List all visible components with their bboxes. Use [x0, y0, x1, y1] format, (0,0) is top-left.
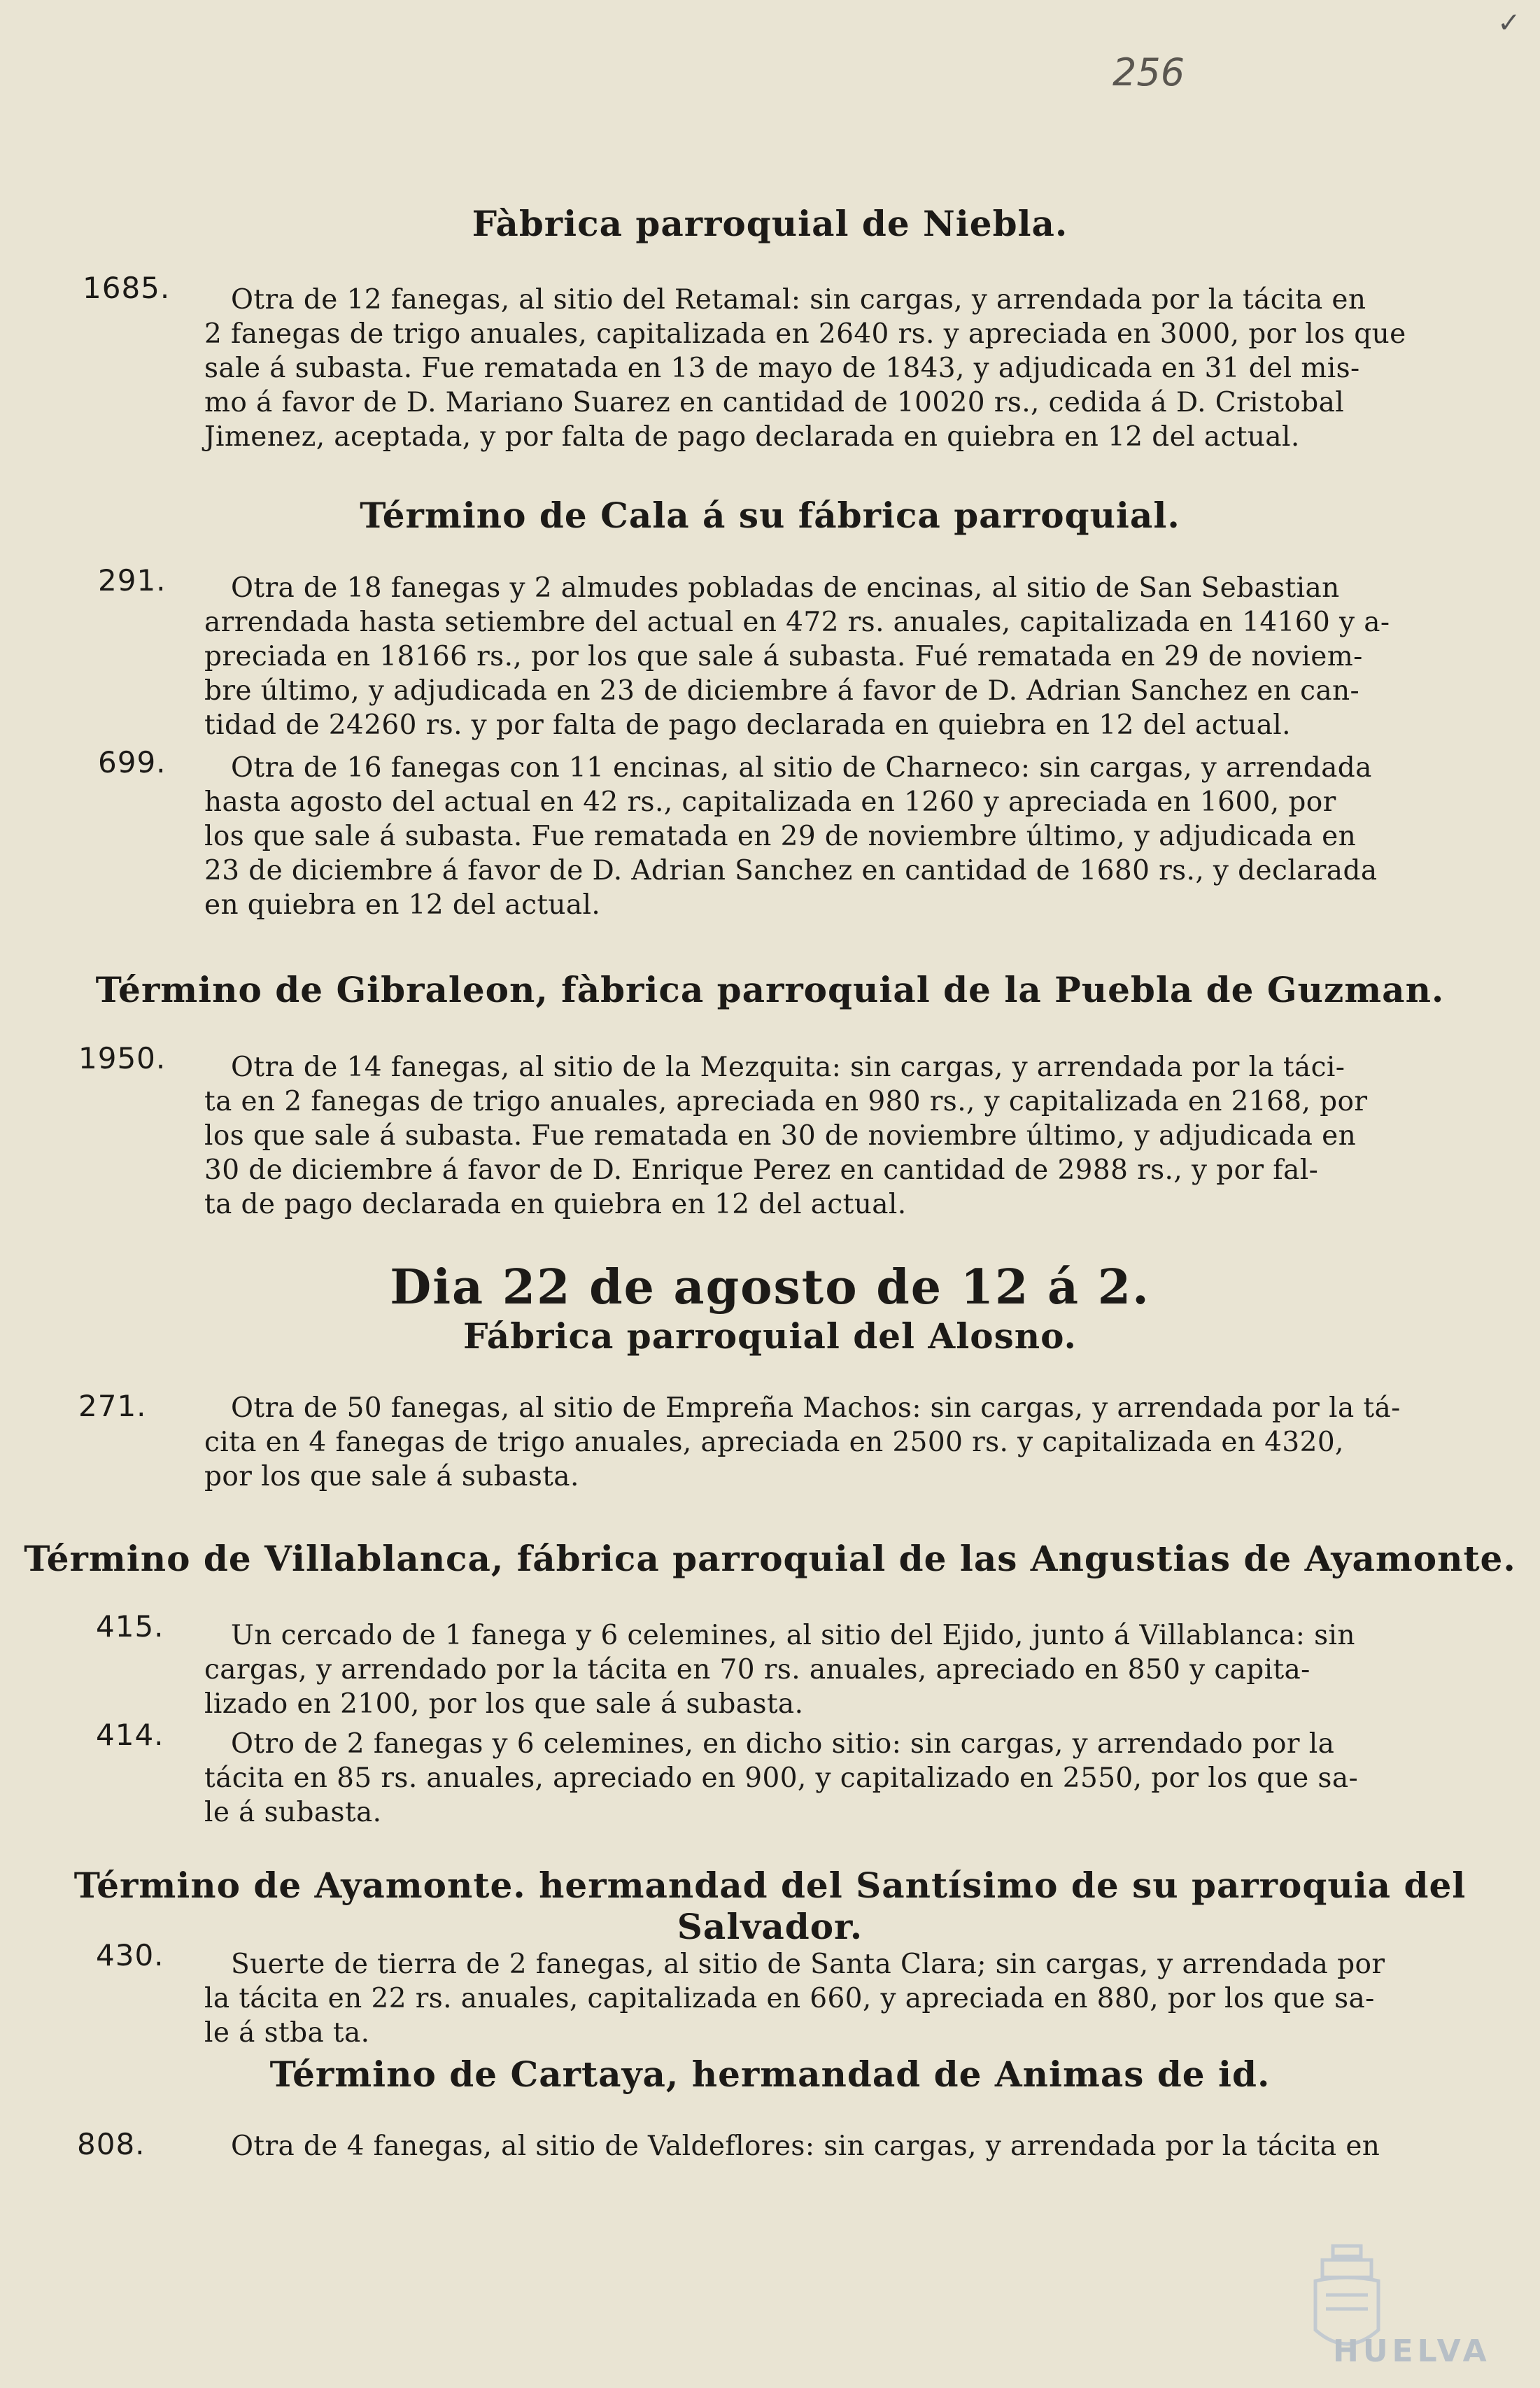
entry-line: bre último, y adjudicada en 23 de diciembre á favor de D. Adrian Sanchez en can- — [204, 675, 1360, 707]
entry-line: Otro de 2 fanegas y 6 celemines, en dicho sitio: sin cargas, y arrendado por la — [231, 1728, 1335, 1760]
entry-line: 2 fanegas de trigo anuales, capitalizada en 2640 rs. y apreciada en 3000, por los que — [204, 318, 1406, 350]
entry-number: 291. — [98, 563, 167, 598]
entry-number: 1950. — [78, 1041, 167, 1075]
entry-line: ta en 2 fanegas de trigo anuales, apreciada en 980 rs., y capitalizada en 2168, por — [204, 1086, 1368, 1117]
entry-line: le á stba ta. — [204, 2017, 370, 2049]
entry-line: Otra de 4 fanegas, al sitio de Valdeflores: sin cargas, y arrendada por la tácita en — [231, 2131, 1380, 2162]
entry-line: tidad de 24260 rs. y por falta de pago declarada en quiebra en 12 del actual. — [204, 709, 1291, 741]
section-heading-cala: Término de Cala á su fábrica parroquial. — [360, 495, 1180, 536]
entry-line: 23 de diciembre á favor de D. Adrian Sanchez en cantidad de 1680 rs., y declarada — [204, 855, 1378, 886]
entry-line: Un cercado de 1 fanega y 6 celemines, al sitio del Ejido, junto á Villablanca: sin — [231, 1620, 1355, 1651]
entry-line: Otra de 12 fanegas, al sitio del Retamal: sin cargas, y arrendada por la tácita en — [231, 284, 1366, 316]
entry-line: tácita en 85 rs. anuales, apreciado en 900, y capitalizado en 2550, por los que sa- — [204, 1762, 1359, 1794]
entry-line: Suerte de tierra de 2 fanegas, al sitio de Santa Clara; sin cargas, y arrendada por — [231, 1949, 1385, 1980]
entry-line: ta de pago declarada en quiebra en 12 del actual. — [204, 1189, 907, 1220]
entry-number: 430. — [96, 1938, 164, 1972]
entry-line: en quiebra en 12 del actual. — [204, 889, 601, 921]
entry-line: por los que sale á subasta. — [204, 1461, 579, 1492]
entry-line: Otra de 14 fanegas, al sitio de la Mezquita: sin cargas, y arrendada por la táci- — [231, 1052, 1345, 1083]
section-heading-niebla: Fàbrica parroquial de Niebla. — [472, 203, 1068, 244]
entry-line: la tácita en 22 rs. anuales, capitalizada en 660, y apreciada en 880, por los que sa- — [204, 1983, 1375, 2014]
entry-line: preciada en 18166 rs., por los que sale á subasta. Fué rematada en 29 de noviem- — [204, 641, 1363, 672]
entry-number: 699. — [98, 745, 167, 779]
section-heading-cartaya: Término de Cartaya, hermandad de Animas de id. — [269, 2054, 1271, 2095]
entry-line: 30 de diciembre á favor de D. Enrique Perez en cantidad de 2988 rs., y por fal- — [204, 1154, 1319, 1186]
entry-line: lizado en 2100, por los que sale á subasta. — [204, 1688, 804, 1720]
entry-line: Otra de 18 fanegas y 2 almudes pobladas de encinas, al sitio de San Sebastian — [231, 572, 1340, 604]
entry-line: los que sale á subasta. Fue rematada en 29 de noviembre último, y adjudicada en — [204, 821, 1357, 852]
entry-line: arrendada hasta setiembre del actual en 472 rs. anuales, capitalizada en 14160 y a- — [204, 607, 1390, 638]
entry-line: mo á favor de D. Mariano Suarez en cantidad de 10020 rs., cedida á D. Cristobal — [204, 387, 1345, 418]
day-title: Dia 22 de agosto de 12 á 2. — [390, 1259, 1150, 1315]
entry-line: cita en 4 fanegas de trigo anuales, apreciada en 2500 rs. y capitalizada en 4320, — [204, 1427, 1344, 1458]
entry-number: 808. — [77, 2127, 146, 2161]
folio-number: 256 — [1112, 50, 1185, 94]
entry-line: sale á subasta. Fue rematada en 13 de mayo de 1843, y adjudicada en 31 del mis- — [204, 353, 1360, 384]
watermark-text: HUELVA — [1333, 2333, 1491, 2369]
entry-line: Jimenez, aceptada, y por falta de pago declarada en quiebra en 12 del actual. — [204, 421, 1300, 453]
entry-line: los que sale á subasta. Fue rematada en 30 de noviembre último, y adjudicada en — [204, 1120, 1357, 1152]
corner-mark: ✓ — [1497, 7, 1521, 39]
entry-line: le á subasta. — [204, 1797, 382, 1828]
entry-line: Otra de 50 fanegas, al sitio de Empreña Machos: sin cargas, y arrendada por la tá- — [231, 1392, 1401, 1424]
entry-number: 415. — [96, 1609, 164, 1644]
section-heading-alosno: Fábrica parroquial del Alosno. — [463, 1315, 1077, 1357]
entry-line: hasta agosto del actual en 42 rs., capitalizada en 1260 y apreciada en 1600, por — [204, 786, 1336, 818]
entry-line: cargas, y arrendado por la tácita en 70 rs. anuales, apreciado en 850 y capita- — [204, 1654, 1311, 1686]
entry-number: 414. — [96, 1718, 164, 1752]
section-heading-gibraleon: Término de Gibraleon, fàbrica parroquial de la Puebla de Guzman. — [95, 969, 1445, 1010]
section-heading-villablanca: Término de Villablanca, fábrica parroquial de las Angustias de Ayamonte. — [24, 1538, 1516, 1579]
section-heading-ayamonte: Término de Ayamonte. hermandad del Santísimo de su parroquia del Salvador. — [73, 1865, 1467, 1947]
entry-number: 271. — [78, 1389, 147, 1423]
entry-line: Otra de 16 fanegas con 11 encinas, al sitio de Charneco: sin cargas, y arrendada — [231, 752, 1372, 784]
entry-number: 1685. — [83, 271, 171, 305]
